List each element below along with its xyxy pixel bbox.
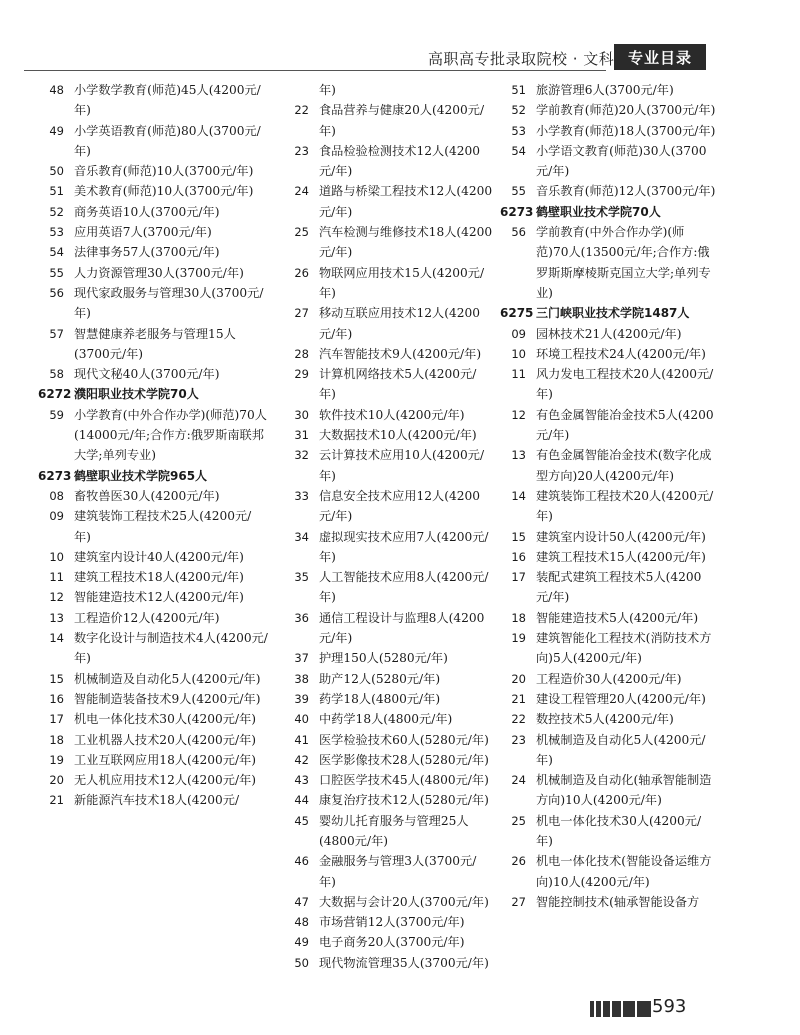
program-entry bbox=[283, 263, 493, 304]
program-entry bbox=[500, 567, 716, 608]
program-entry bbox=[283, 80, 493, 100]
program-entry bbox=[283, 303, 493, 344]
program-entry bbox=[38, 324, 268, 365]
program-code: 29 bbox=[294, 367, 309, 382]
program-code: 35 bbox=[294, 570, 309, 585]
program-text: 园林技术21人(4200元/年) bbox=[536, 326, 682, 341]
program-text: 现代物流管理35人(3700元/年) bbox=[319, 955, 489, 970]
program-entry bbox=[500, 608, 716, 628]
program-text: 机械制造及自动化5人(4200元/年) bbox=[536, 732, 706, 767]
program-text: 机械制造及自动化5人(4200元/年) bbox=[74, 671, 261, 686]
program-entry bbox=[283, 425, 493, 445]
program-code: 33 bbox=[294, 488, 309, 503]
program-entry bbox=[38, 750, 268, 770]
program-text: 小学教育(师范)18人(3700元/年) bbox=[536, 123, 716, 138]
page-header bbox=[0, 44, 800, 72]
program-entry bbox=[38, 730, 268, 750]
program-code: 46 bbox=[294, 854, 309, 869]
program-entry bbox=[38, 790, 268, 810]
program-code: 54 bbox=[511, 143, 526, 158]
program-text: 音乐教育(师范)12人(3700元/年) bbox=[536, 184, 716, 199]
program-code: 59 bbox=[49, 407, 64, 422]
program-code: 41 bbox=[294, 732, 309, 747]
program-code: 18 bbox=[511, 610, 526, 625]
program-text: 工业机器人技术20人(4200元/年) bbox=[74, 732, 257, 747]
program-text: 装配式建筑工程技术5人(4200元/年) bbox=[536, 570, 702, 605]
program-code: 51 bbox=[49, 184, 64, 199]
program-text: 建筑室内设计50人(4200元/年) bbox=[536, 529, 706, 544]
program-entry bbox=[500, 324, 716, 344]
program-entry bbox=[283, 141, 493, 182]
program-code: 20 bbox=[49, 773, 64, 788]
program-entry bbox=[500, 100, 716, 120]
program-text: 有色金属智能冶金技术(数字化成型方向)20人(4200元/年) bbox=[536, 448, 712, 483]
program-entry bbox=[500, 669, 716, 689]
program-text: 工业互联网应用18人(4200元/年) bbox=[74, 752, 257, 767]
program-text: 风力发电工程技术20人(4200元/年) bbox=[536, 367, 714, 402]
school-heading bbox=[500, 202, 716, 222]
program-text: 智能建造技术5人(4200元/年) bbox=[536, 610, 699, 625]
school-heading bbox=[38, 466, 268, 486]
program-code bbox=[283, 80, 319, 100]
school-code: 6275 bbox=[500, 306, 534, 321]
program-text: 汽车智能技术9人(4200元/年) bbox=[319, 346, 482, 361]
program-entry bbox=[38, 121, 268, 162]
program-entry bbox=[38, 283, 268, 324]
program-code: 25 bbox=[294, 225, 309, 240]
program-text: 食品营养与健康20人(4200元/年) bbox=[319, 103, 485, 138]
program-entry bbox=[500, 628, 716, 669]
program-code: 54 bbox=[49, 245, 64, 260]
program-text: 虚拟现实技术应用7人(4200元/年) bbox=[319, 529, 489, 564]
program-text: 现代家政服务与管理30人(3700元/年) bbox=[74, 285, 264, 321]
program-text: 计算机网络技术5人(4200元/年) bbox=[319, 367, 477, 402]
program-text: 建筑装饰工程技术20人(4200元/年) bbox=[536, 488, 714, 524]
program-code: 42 bbox=[294, 752, 309, 767]
program-entry bbox=[283, 445, 493, 486]
program-text: 小学教育(中外合作办学)(师范)70人(14000元/年;合作方:俄罗斯南联邦大学;单列专业) bbox=[74, 407, 267, 463]
program-code: 21 bbox=[511, 691, 526, 706]
program-text: 工程造价12人(4200元/年) bbox=[74, 610, 220, 625]
program-entry bbox=[38, 242, 268, 262]
program-code: 15 bbox=[511, 529, 526, 544]
program-code: 16 bbox=[49, 691, 64, 706]
program-text: 机电一体化技术30人(4200元/年) bbox=[74, 712, 257, 727]
program-text: 金融服务与管理3人(3700元/年) bbox=[319, 854, 477, 889]
program-code: 25 bbox=[511, 813, 526, 828]
program-text: 智能控制技术(轴承智能设备方 bbox=[536, 894, 700, 909]
program-code: 24 bbox=[511, 773, 526, 788]
program-code: 53 bbox=[511, 123, 526, 138]
program-text: 建筑装饰工程技术25人(4200元/年) bbox=[74, 509, 252, 544]
program-entry bbox=[500, 892, 716, 912]
program-code: 14 bbox=[511, 488, 526, 503]
program-text: 商务英语10人(3700元/年) bbox=[74, 204, 220, 219]
header-title: 高职高专批录取院校 · 文科 bbox=[428, 50, 615, 68]
program-entry bbox=[500, 730, 716, 771]
program-text: 大数据与会计20人(3700元/年) bbox=[319, 894, 489, 909]
program-entry bbox=[500, 851, 716, 892]
program-entry bbox=[38, 181, 268, 201]
program-code: 09 bbox=[511, 326, 526, 341]
school-name: 鹤壁职业技术学院965人 bbox=[74, 468, 208, 483]
program-code: 56 bbox=[511, 225, 526, 240]
program-entry bbox=[38, 486, 268, 506]
program-text: 人工智能技术应用8人(4200元/年) bbox=[319, 570, 489, 605]
program-code: 11 bbox=[511, 367, 526, 382]
program-text: 药学18人(4800元/年) bbox=[319, 691, 441, 706]
program-text: 智能建造技术12人(4200元/年) bbox=[74, 590, 244, 605]
program-code: 38 bbox=[294, 671, 309, 686]
program-code: 26 bbox=[294, 265, 309, 280]
program-code: 37 bbox=[294, 651, 309, 666]
school-heading bbox=[38, 384, 268, 404]
program-text: 应用英语7人(3700元/年) bbox=[74, 225, 212, 240]
program-entry bbox=[500, 445, 716, 486]
program-entry bbox=[500, 405, 716, 446]
program-entry bbox=[283, 851, 493, 892]
program-entry bbox=[283, 100, 493, 141]
program-code: 52 bbox=[511, 103, 526, 118]
program-code: 12 bbox=[511, 407, 526, 422]
program-code: 36 bbox=[294, 610, 309, 625]
program-text: 食品检验检测技术12人(4200元/年) bbox=[319, 143, 480, 179]
program-text: 软件技术10人(4200元/年) bbox=[319, 407, 465, 422]
program-code: 50 bbox=[294, 955, 309, 970]
program-text: 人力资源管理30人(3700元/年) bbox=[74, 265, 244, 280]
program-entry bbox=[500, 80, 716, 100]
program-code: 27 bbox=[511, 894, 526, 909]
program-entry bbox=[283, 709, 493, 729]
program-text: 中药学18人(4800元/年) bbox=[319, 712, 453, 727]
program-code: 28 bbox=[294, 346, 309, 361]
program-code: 10 bbox=[511, 346, 526, 361]
program-text: 数控技术5人(4200元/年) bbox=[536, 712, 674, 727]
program-code: 51 bbox=[511, 83, 526, 97]
program-text: 云计算技术应用10人(4200元/年) bbox=[319, 448, 485, 483]
program-entry bbox=[500, 486, 716, 527]
program-text: 电子商务20人(3700元/年) bbox=[319, 935, 465, 950]
program-text: 医学检验技术60人(5280元/年) bbox=[319, 732, 489, 747]
program-code: 16 bbox=[511, 549, 526, 564]
program-text: 建筑工程技术15人(4200元/年) bbox=[536, 549, 706, 564]
program-entry bbox=[283, 669, 493, 689]
program-text: 学前教育(中外合作办学)(师范)70人(13500元/年;合作方:俄罗斯斯摩棱斯克国立大学;单列专业) bbox=[536, 225, 711, 300]
program-code: 58 bbox=[49, 367, 64, 382]
program-text: 机电一体化技术(智能设备运维方向)10人(4200元/年) bbox=[536, 854, 712, 889]
program-code: 31 bbox=[294, 428, 309, 443]
school-name: 濮阳职业技术学院70人 bbox=[74, 387, 199, 402]
program-text: 新能源汽车技术18人(4200元/ bbox=[74, 793, 240, 808]
program-text: 口腔医学技术45人(4800元/年) bbox=[319, 773, 489, 788]
school-code: 6273 bbox=[38, 468, 72, 483]
program-entry bbox=[283, 181, 493, 222]
program-code: 53 bbox=[49, 225, 64, 240]
program-code: 40 bbox=[294, 712, 309, 727]
program-code: 34 bbox=[294, 529, 309, 544]
program-entry bbox=[283, 648, 493, 668]
program-entry bbox=[38, 628, 268, 669]
program-entry bbox=[283, 222, 493, 263]
program-entry bbox=[38, 405, 268, 466]
column-middle bbox=[283, 80, 493, 973]
program-text: 旅游管理6人(3700元/年) bbox=[536, 83, 674, 97]
program-text: 法律事务57人(3700元/年) bbox=[74, 245, 220, 260]
program-entry bbox=[38, 80, 268, 121]
school-name: 鹤壁职业技术学院70人 bbox=[536, 204, 661, 219]
program-code: 13 bbox=[511, 448, 526, 463]
page-number: 593 bbox=[652, 996, 687, 1017]
program-text: 康复治疗技术12人(5280元/年) bbox=[319, 793, 489, 808]
program-text: 护理150人(5280元/年) bbox=[319, 651, 448, 666]
program-code: 18 bbox=[49, 732, 64, 747]
program-text: 医学影像技术28人(5280元/年) bbox=[319, 752, 489, 767]
program-entry bbox=[283, 912, 493, 932]
program-text: 智慧健康养老服务与管理15人(3700元/年) bbox=[74, 326, 236, 361]
program-code: 23 bbox=[294, 143, 309, 158]
program-code: 11 bbox=[49, 570, 64, 585]
footer-bar-decoration bbox=[590, 1001, 651, 1017]
program-entry bbox=[500, 709, 716, 729]
program-text: 现代文秘40人(3700元/年) bbox=[74, 367, 220, 382]
program-entry bbox=[38, 669, 268, 689]
program-entry bbox=[283, 770, 493, 790]
program-code: 49 bbox=[294, 935, 309, 950]
program-code: 24 bbox=[294, 184, 309, 199]
program-text: 机电一体化技术30人(4200元/年) bbox=[536, 813, 702, 848]
program-code: 55 bbox=[49, 265, 64, 280]
program-text: 市场营销12人(3700元/年) bbox=[319, 915, 465, 930]
program-text: 道路与桥梁工程技术12人(4200元/年) bbox=[319, 184, 493, 219]
program-entry bbox=[38, 222, 268, 242]
school-heading bbox=[500, 303, 716, 323]
program-code: 56 bbox=[49, 285, 64, 300]
program-entry bbox=[283, 608, 493, 649]
program-entry bbox=[283, 932, 493, 952]
program-entry bbox=[38, 263, 268, 283]
program-code: 09 bbox=[49, 509, 64, 524]
program-entry bbox=[38, 161, 268, 181]
program-entry bbox=[500, 344, 716, 364]
program-entry bbox=[38, 587, 268, 607]
program-entry bbox=[283, 689, 493, 709]
program-text: 年) bbox=[319, 83, 336, 97]
program-code: 27 bbox=[294, 306, 309, 321]
program-text: 无人机应用技术12人(4200元/年) bbox=[74, 773, 257, 788]
program-entry bbox=[38, 567, 268, 587]
program-code: 52 bbox=[49, 204, 64, 219]
program-code: 22 bbox=[511, 712, 526, 727]
program-entry bbox=[283, 364, 493, 405]
program-entry bbox=[38, 202, 268, 222]
program-code: 47 bbox=[294, 894, 309, 909]
program-entry bbox=[500, 222, 716, 303]
program-entry bbox=[283, 953, 493, 973]
program-code: 12 bbox=[49, 590, 64, 605]
program-entry bbox=[283, 527, 493, 568]
program-text: 智能制造装备技术9人(4200元/年) bbox=[74, 691, 261, 706]
program-text: 学前教育(师范)20人(3700元/年) bbox=[536, 103, 716, 118]
program-code: 55 bbox=[511, 184, 526, 199]
program-entry bbox=[500, 527, 716, 547]
program-entry bbox=[500, 181, 716, 201]
program-code: 23 bbox=[511, 732, 526, 747]
program-entry bbox=[500, 547, 716, 567]
program-code: 45 bbox=[294, 813, 309, 828]
program-text: 机械制造及自动化(轴承智能制造方向)10人(4200元/年) bbox=[536, 773, 712, 808]
program-text: 信息安全技术应用12人(4200元/年) bbox=[319, 488, 480, 524]
program-text: 大数据技术10人(4200元/年) bbox=[319, 428, 477, 443]
program-code: 48 bbox=[294, 915, 309, 930]
program-text: 建筑智能化工程技术(消防技术方向)5人(4200元/年) bbox=[536, 631, 712, 666]
program-entry bbox=[283, 750, 493, 770]
program-text: 畜牧兽医30人(4200元/年) bbox=[74, 488, 220, 503]
program-text: 通信工程设计与监理8人(4200元/年) bbox=[319, 610, 485, 646]
program-code: 19 bbox=[511, 631, 526, 646]
program-text: 有色金属智能冶金技术5人(4200元/年) bbox=[536, 407, 714, 443]
program-entry bbox=[500, 141, 716, 182]
program-entry bbox=[283, 811, 493, 852]
program-entry bbox=[500, 770, 716, 811]
program-text: 小学语文教育(师范)30人(3700元/年) bbox=[536, 143, 707, 179]
school-code: 6273 bbox=[500, 204, 534, 219]
program-entry bbox=[38, 689, 268, 709]
program-text: 数字化设计与制造技术4人(4200元/年) bbox=[74, 631, 268, 666]
program-entry bbox=[38, 770, 268, 790]
program-code: 22 bbox=[294, 103, 309, 118]
program-text: 助产12人(5280元/年) bbox=[319, 671, 441, 686]
program-entry bbox=[500, 689, 716, 709]
program-entry bbox=[38, 506, 268, 547]
program-text: 婴幼儿托育服务与管理25人(4800元/年) bbox=[319, 813, 469, 848]
program-code: 14 bbox=[49, 631, 64, 646]
program-text: 小学英语教育(师范)80人(3700元/年) bbox=[74, 123, 261, 158]
program-entry bbox=[283, 730, 493, 750]
program-entry bbox=[283, 892, 493, 912]
column-right bbox=[500, 80, 716, 912]
section-label: 专业目录 bbox=[614, 44, 706, 70]
program-text: 小学数学教育(师范)45人(4200元/年) bbox=[74, 83, 261, 118]
program-entry bbox=[38, 364, 268, 384]
program-entry bbox=[283, 405, 493, 425]
program-entry bbox=[38, 608, 268, 628]
program-code: 21 bbox=[49, 793, 64, 808]
program-text: 美术教育(师范)10人(3700元/年) bbox=[74, 184, 254, 199]
program-text: 环境工程技术24人(4200元/年) bbox=[536, 346, 706, 361]
program-text: 汽车检测与维修技术18人(4200元/年) bbox=[319, 225, 493, 260]
column-left bbox=[38, 80, 268, 811]
program-code: 39 bbox=[294, 691, 309, 706]
school-code: 6272 bbox=[38, 387, 72, 402]
school-name: 三门峡职业技术学院1487人 bbox=[536, 306, 690, 321]
program-entry bbox=[283, 567, 493, 608]
program-entry bbox=[283, 790, 493, 810]
program-code: 48 bbox=[49, 83, 64, 97]
program-code: 43 bbox=[294, 773, 309, 788]
program-entry bbox=[283, 486, 493, 527]
program-text: 物联网应用技术15人(4200元/年) bbox=[319, 265, 485, 300]
program-code: 57 bbox=[49, 326, 64, 341]
program-code: 30 bbox=[294, 407, 309, 422]
program-text: 建筑工程技术18人(4200元/年) bbox=[74, 570, 244, 585]
program-text: 移动互联应用技术12人(4200元/年) bbox=[319, 306, 480, 341]
header-rule bbox=[24, 70, 606, 71]
program-code: 32 bbox=[294, 448, 309, 463]
program-entry bbox=[500, 811, 716, 852]
program-code: 19 bbox=[49, 752, 64, 767]
program-text: 建筑室内设计40人(4200元/年) bbox=[74, 549, 244, 564]
program-code: 17 bbox=[49, 712, 64, 727]
program-entry bbox=[283, 344, 493, 364]
program-code: 44 bbox=[294, 793, 309, 808]
program-code: 17 bbox=[511, 570, 526, 585]
program-text: 音乐教育(师范)10人(3700元/年) bbox=[74, 164, 254, 179]
program-code: 15 bbox=[49, 671, 64, 686]
program-entry bbox=[500, 121, 716, 141]
program-code: 08 bbox=[49, 488, 64, 503]
program-code: 26 bbox=[511, 854, 526, 869]
program-code: 13 bbox=[49, 610, 64, 625]
program-text: 工程造价30人(4200元/年) bbox=[536, 671, 682, 686]
program-code: 50 bbox=[49, 164, 64, 179]
program-entry bbox=[38, 547, 268, 567]
program-entry bbox=[38, 709, 268, 729]
program-code: 49 bbox=[49, 123, 64, 138]
program-entry bbox=[500, 364, 716, 405]
program-code: 10 bbox=[49, 549, 64, 564]
program-text: 建设工程管理20人(4200元/年) bbox=[536, 691, 706, 706]
program-code: 20 bbox=[511, 671, 526, 686]
